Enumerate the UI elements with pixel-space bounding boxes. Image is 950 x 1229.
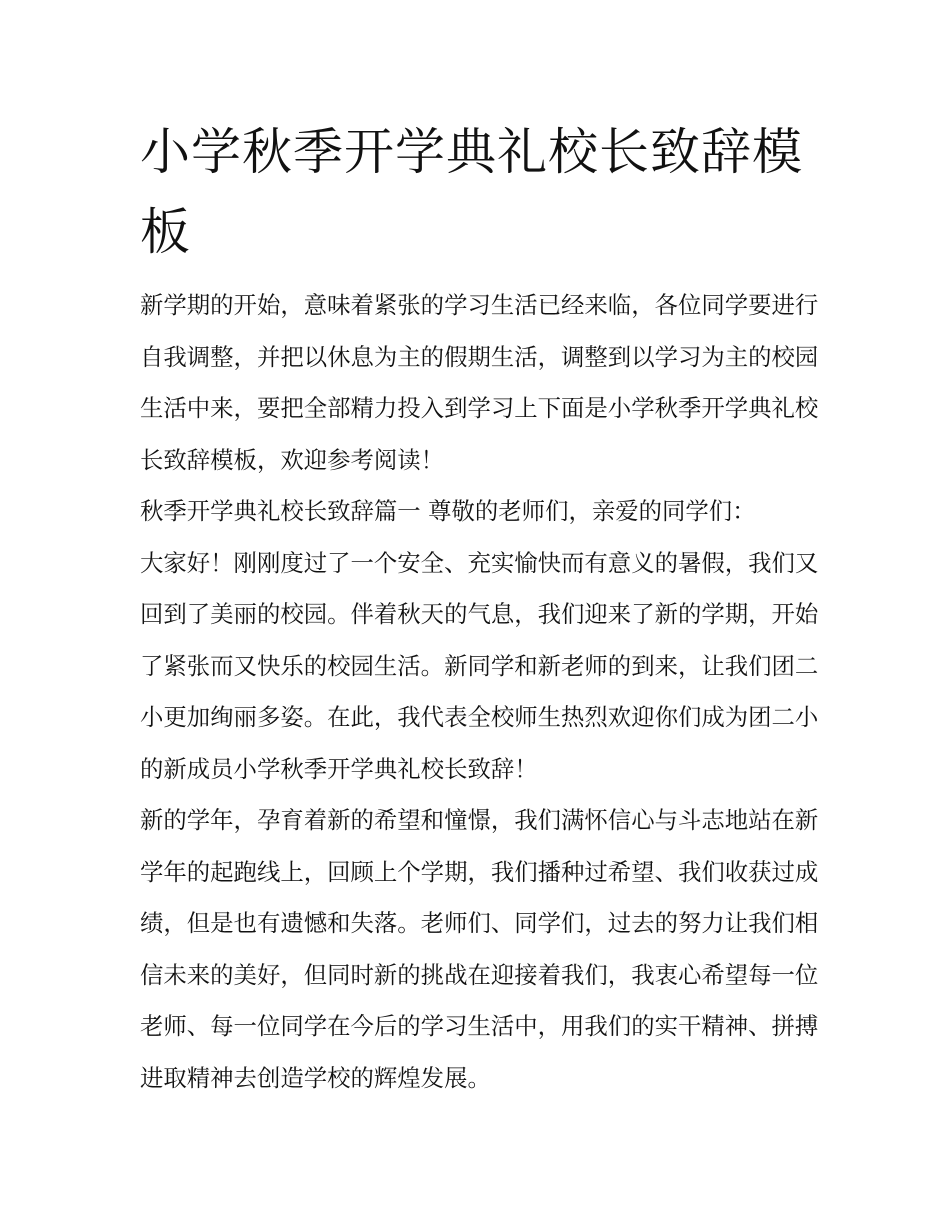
greeting-paragraph: 大家好！刚刚度过了一个安全、充实愉快而有意义的暑假，我们又回到了美丽的校园。伴着秋天的气息，我们迎来了新的学期，开始了紧张而又快乐的校园生活。新同学和新老师的到来，让我们团二小更加绚丽多姿。在此，我代表全校师生热烈欢迎你们成为团二小的新成员小学秋季开学典礼校长致辞！ <box>140 548 819 783</box>
speech-heading-paragraph: 秋季开学典礼校长致辞篇一 尊敬的老师们，亲爱的同学们： <box>140 497 756 525</box>
new-year-paragraph: 新的学年，孕育着新的希望和憧憬，我们满怀信心与斗志地站在新学年的起跑线上，回顾上个学期，我们播种过希望、我们收获过成绩，但是也有遗憾和失落。老师们、同学们，过去的努力让我们相信未来的美好，但同时新的挑战在迎接着我们，我衷心希望每一位老师、每一位同学在今后的学习生活中，用我们的实干精神、拼搏进取精神去创造学校的辉煌发展。 <box>140 806 819 1092</box>
document-title: 小学秋季开学典礼校长致辞模板 <box>140 123 803 261</box>
document-body <box>140 280 820 1104</box>
intro-paragraph: 新学期的开始，意味着紧张的学习生活已经来临，各位同学要进行自我调整，并把以休息为主的假期生活，调整到以学习为主的校园生活中来，要把全部精力投入到学习上下面是小学秋季开学典礼校长致辞模板，欢迎参考阅读！ <box>140 291 819 474</box>
